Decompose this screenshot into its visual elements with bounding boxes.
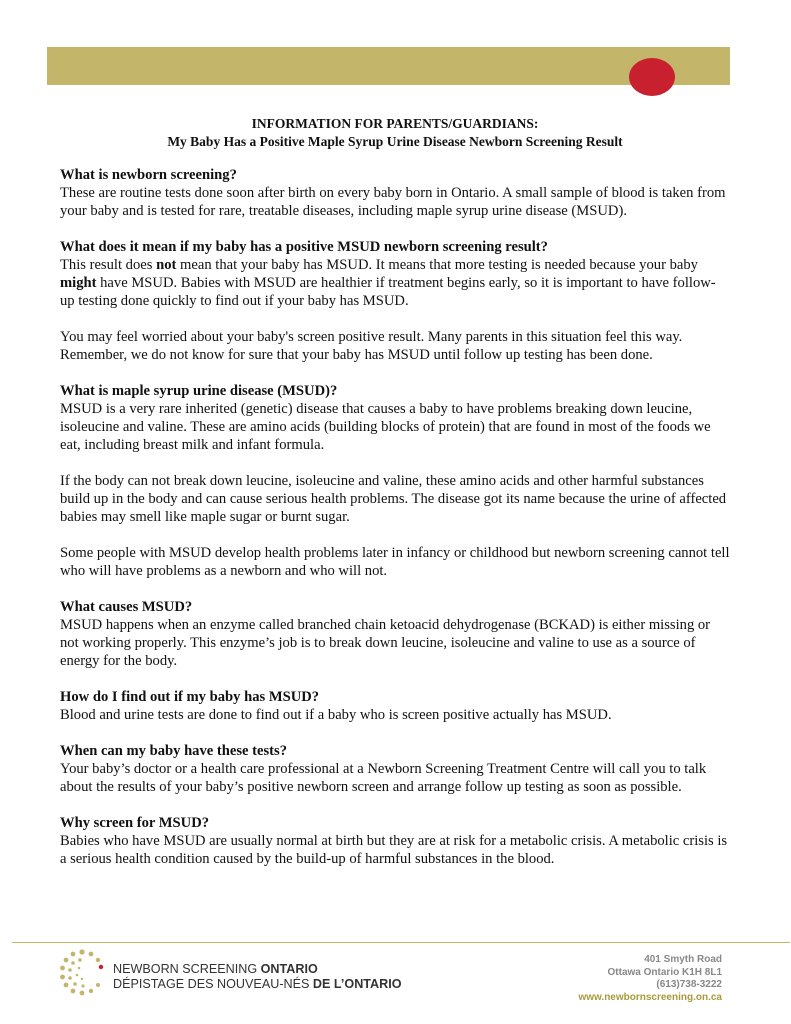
address-line-1: 401 Smyth Road [644, 954, 722, 965]
paragraph: MSUD happens when an enzyme called branched chain ketoacid dehydrogenase (BCKAD) is either missing or not working properly. This enzyme’s job is to break down leucine, isoleucine and valine to use as a source of energy for the body. [60, 617, 711, 669]
section-heading: What is maple syrup urine disease (MSUD)? [60, 383, 338, 399]
text-run: This result does [60, 257, 157, 273]
header-dot [629, 58, 675, 96]
text-run: mean that your baby has MSUD. It means that more testing is needed because your baby [176, 257, 698, 273]
header-bar [47, 47, 730, 85]
document-title [60, 115, 730, 151]
emphasis-not: not [156, 257, 177, 273]
document-body [60, 166, 730, 868]
section-heading: Why screen for MSUD? [60, 815, 210, 831]
organization-name-fr: DÉPISTAGE DES NOUVEAU-NÉS DE L’ONTARIO [113, 977, 402, 991]
address-line-2: Ottawa Ontario K1H 8L1 [607, 966, 722, 978]
contact-address [578, 954, 722, 1004]
newborn-screening-logo-icon [58, 948, 106, 996]
paragraph [60, 256, 730, 310]
paragraph: Babies who have MSUD are usually normal at birth but they are at risk for a metabolic crisis. A metabolic crisis is a serious health condition caused by the build-up of harmful substances in the blood. [60, 833, 728, 867]
organization-name-en: NEWBORN SCREENING ONTARIO [113, 962, 318, 976]
title-line-2: My Baby Has a Positive Maple Syrup Urine Disease Newborn Screening Result [167, 134, 623, 149]
paragraph: You may feel worried about your baby's screen positive result. Many parents in this situation feel this way. Remember, we do not know for sure that your baby has MSUD until follow up testing has been done. [60, 329, 683, 363]
paragraph: MSUD is a very rare inherited (genetic) disease that causes a baby to have problems breaking down leucine, isoleucine and valine. These are amino acids (building blocks of protein) that are found in most of the foods we eat, including breast milk and infant formula. [60, 401, 711, 453]
phone-number: (613)738-3222 [656, 979, 722, 990]
text-run: have MSUD. Babies with MSUD are healthier if treatment begins early, so it is important to have follow-up testing done quickly to find out if your baby has MSUD. [60, 275, 716, 309]
section-heading: What causes MSUD? [60, 599, 193, 615]
paragraph: Blood and urine tests are done to find out if a baby who is screen positive actually has MSUD. [60, 707, 612, 723]
emphasis-might: might [60, 275, 97, 291]
paragraph: Some people with MSUD develop health problems later in infancy or childhood but newborn screening cannot tell who will have problems as a newborn and who will not. [60, 545, 730, 579]
paragraph: Your baby’s doctor or a health care professional at a Newborn Screening Treatment Centre will call you to talk about the results of your baby’s positive newborn screen and arrange follow up testing as soon as possible. [60, 761, 707, 795]
organization-name [113, 962, 402, 992]
footer-divider [12, 942, 790, 943]
section-heading: What does it mean if my baby has a positive MSUD newborn screening result? [60, 239, 548, 255]
paragraph: If the body can not break down leucine, isoleucine and valine, these amino acids and other harmful substances build up in the body and can cause serious health problems. The disease got its name because the urine of affected babies may smell like maple sugar or burnt sugar. [60, 473, 727, 525]
paragraph: These are routine tests done soon after birth on every baby born in Ontario. A small sample of blood is taken from your baby and is tested for rare, treatable diseases, including maple syrup urine disease (MSUD). [60, 185, 726, 219]
section-heading: How do I find out if my baby has MSUD? [60, 689, 320, 705]
title-line-1: INFORMATION FOR PARENTS/GUARDIANS: [251, 116, 539, 131]
website-link[interactable]: www.newbornscreening.on.ca [578, 991, 722, 1003]
section-heading: What is newborn screening? [60, 167, 237, 183]
section-heading: When can my baby have these tests? [60, 743, 288, 759]
